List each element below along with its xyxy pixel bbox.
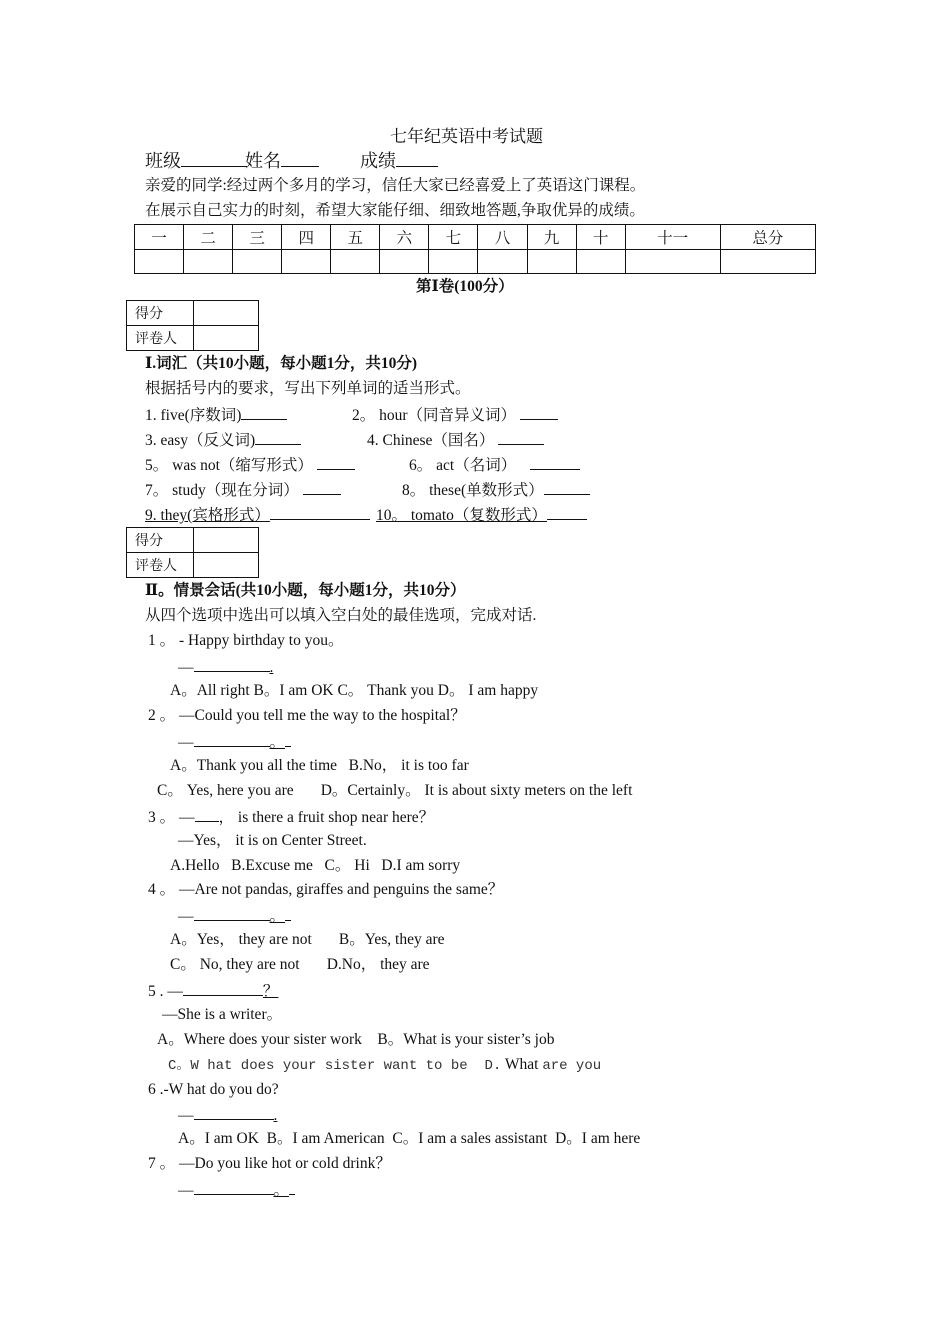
score-cell[interactable] bbox=[625, 250, 720, 274]
volume-title: 第Ⅰ卷(100分） bbox=[416, 278, 514, 295]
section2-heading: Ⅱ。情景会话(共10小题，每小题1分，共10分） bbox=[145, 582, 466, 599]
vocab-blank-4[interactable] bbox=[498, 429, 544, 445]
vocab-item-2 bbox=[352, 404, 558, 426]
vocab-item-8 bbox=[402, 479, 590, 501]
score-cell[interactable] bbox=[478, 250, 527, 274]
q2-text: —Could you tell me the way to the hospital？ bbox=[179, 707, 466, 724]
name-field[interactable] bbox=[245, 151, 319, 171]
q6-dash: — bbox=[178, 1107, 194, 1124]
q4-options-2: C。 No, they are not D.No， they are bbox=[170, 956, 430, 973]
vocab-blank-5[interactable] bbox=[317, 454, 355, 470]
score-table bbox=[134, 224, 816, 274]
vocab-item-7-text: 7。 study（现在分词） bbox=[145, 482, 299, 499]
vocab-blank-8[interactable] bbox=[544, 479, 590, 495]
page-title: 七年纪英语中考试题 bbox=[390, 127, 543, 146]
q2-end: 。 bbox=[269, 734, 286, 751]
vocab-blank-9[interactable] bbox=[270, 504, 370, 520]
vocab-blank-10[interactable] bbox=[547, 504, 587, 520]
score-cell[interactable] bbox=[720, 250, 815, 274]
q7-blank[interactable] bbox=[194, 1179, 274, 1195]
vocab-item-10 bbox=[376, 504, 587, 526]
intro-line-1: 亲爱的同学:经过两个多月的学习，信任大家已经喜爱上了英语这门课程。 bbox=[145, 177, 646, 194]
score-cell[interactable] bbox=[331, 250, 380, 274]
q2-options-2: C。 Yes, here you are D。Certainly。 It is about sixty meters on the left bbox=[157, 782, 633, 799]
vocab-blank-2[interactable] bbox=[520, 404, 558, 420]
section1-instruction: 根据括号内的要求，写出下列单词的适当形式。 bbox=[145, 380, 471, 397]
q2-prompt bbox=[148, 706, 466, 726]
class-blank[interactable] bbox=[181, 151, 247, 167]
q5-prompt bbox=[148, 980, 278, 1002]
vocab-item-3 bbox=[145, 429, 301, 451]
q5-number: 5 . — bbox=[148, 983, 183, 1000]
vocab-blank-1[interactable] bbox=[241, 404, 287, 420]
q1-blank[interactable] bbox=[194, 656, 270, 672]
score-col-6: 六 bbox=[380, 225, 429, 250]
score-col-11: 十一 bbox=[625, 225, 720, 250]
q3-number: 3 。 bbox=[148, 809, 176, 826]
name-label: 姓名 bbox=[245, 151, 281, 171]
q1-dash: — bbox=[178, 659, 194, 676]
score-col-3: 三 bbox=[233, 225, 282, 250]
q3-dash: — bbox=[179, 809, 195, 826]
q2-number: 2 。 bbox=[148, 707, 176, 724]
q2-reply bbox=[178, 731, 291, 753]
q5-blank[interactable] bbox=[183, 980, 263, 996]
class-field[interactable] bbox=[145, 151, 247, 171]
q4-blank-tail bbox=[285, 905, 291, 921]
q6-number: 6 . bbox=[148, 1081, 164, 1098]
q1-reply bbox=[178, 656, 273, 678]
q4-reply bbox=[178, 905, 291, 927]
q7-blank-tail bbox=[289, 1179, 295, 1195]
q6-blank[interactable] bbox=[194, 1104, 274, 1120]
q2-dash: — bbox=[178, 734, 194, 751]
q4-prompt bbox=[148, 880, 503, 900]
score-table-header-row bbox=[135, 225, 816, 250]
score-col-7: 七 bbox=[429, 225, 478, 250]
score-col-total: 总分 bbox=[720, 225, 815, 250]
vocab-item-1-text: 1. five(序数词) bbox=[145, 407, 242, 424]
q3-reply: —Yes， it is on Center Street. bbox=[178, 832, 367, 849]
grader-score-cell[interactable] bbox=[194, 528, 259, 553]
q5-options-1: A。Where does your sister work B。What is your sister’s job bbox=[157, 1031, 555, 1048]
q3-options: A.Hello B.Excuse me C。 Hi D.I am sorry bbox=[170, 857, 461, 874]
q6-end: . bbox=[273, 1107, 278, 1124]
q1-text: - Happy birthday to you。 bbox=[179, 632, 344, 649]
vocab-item-6-text: 6。 act（名词） bbox=[409, 457, 517, 474]
score-blank[interactable] bbox=[396, 151, 438, 167]
q1-end: . bbox=[269, 659, 274, 676]
score-field[interactable] bbox=[360, 151, 438, 171]
score-cell[interactable] bbox=[527, 250, 576, 274]
vocab-item-5-text: 5。 was not（缩写形式） bbox=[145, 457, 313, 474]
name-blank[interactable] bbox=[281, 151, 319, 167]
score-cell[interactable] bbox=[380, 250, 429, 274]
q2-blank-tail bbox=[285, 731, 291, 747]
q5-reply: —She is a writer。 bbox=[162, 1006, 283, 1023]
grader-name-label: 评卷人 bbox=[127, 553, 194, 578]
vocab-blank-6[interactable] bbox=[530, 454, 580, 470]
q2-blank[interactable] bbox=[194, 731, 270, 747]
q7-end: 。 bbox=[273, 1182, 290, 1199]
vocab-item-8-text: 8。 these(单数形式） bbox=[402, 482, 544, 499]
q4-options-1: A。Yes， they are not B。Yes, they are bbox=[170, 931, 445, 948]
vocab-item-6 bbox=[409, 454, 580, 476]
score-cell[interactable] bbox=[282, 250, 331, 274]
q1-prompt bbox=[148, 631, 343, 651]
q6-options: A。I am OK B。I am American C。I am a sales assistant D。I am here bbox=[178, 1130, 641, 1147]
q3-text: ， is there a fruit shop near here？ bbox=[218, 809, 435, 826]
vocab-item-4 bbox=[367, 429, 544, 451]
vocab-item-10-text: 10。 tomato（复数形式） bbox=[376, 507, 547, 524]
grader-score-label: 得分 bbox=[127, 301, 194, 326]
q7-reply bbox=[178, 1179, 295, 1201]
q3-blank[interactable] bbox=[195, 806, 219, 822]
score-col-2: 二 bbox=[184, 225, 233, 250]
q7-prompt bbox=[148, 1154, 391, 1174]
score-col-5: 五 bbox=[331, 225, 380, 250]
vocab-item-4-text: 4. Chinese（国名） bbox=[367, 432, 495, 449]
q7-dash: — bbox=[178, 1182, 194, 1199]
score-cell[interactable] bbox=[576, 250, 625, 274]
q4-blank[interactable] bbox=[194, 905, 270, 921]
section2-instruction: 从四个选项中选出可以填入空白处的最佳选项，完成对话. bbox=[145, 607, 537, 624]
grader-name-label: 评卷人 bbox=[127, 326, 194, 351]
q6-reply bbox=[178, 1104, 277, 1126]
grader-score-cell[interactable] bbox=[194, 301, 259, 326]
q2-options-1: A。Thank you all the time B.No， it is too far bbox=[170, 757, 469, 774]
vocab-item-9 bbox=[145, 504, 370, 526]
score-label: 成绩 bbox=[360, 151, 396, 171]
grader-name-cell[interactable] bbox=[194, 553, 259, 578]
grader-box-1 bbox=[126, 300, 259, 351]
q1-options: A。All right B。I am OK C。 Thank you D。 I am happy bbox=[170, 682, 539, 699]
q4-dash: — bbox=[178, 908, 194, 925]
score-col-1: 一 bbox=[135, 225, 184, 250]
vocab-item-2-text: 2。 hour（同音异义词） bbox=[352, 407, 517, 424]
q7-number: 7 。 bbox=[148, 1155, 176, 1172]
q4-end: 。 bbox=[269, 908, 286, 925]
score-table-value-row bbox=[135, 250, 816, 274]
vocab-item-9-text: 9. they(宾格形式） bbox=[145, 507, 270, 524]
score-cell[interactable] bbox=[135, 250, 184, 274]
vocab-item-3-text: 3. easy（反义词) bbox=[145, 432, 256, 449]
score-cell[interactable] bbox=[184, 250, 233, 274]
score-cell[interactable] bbox=[429, 250, 478, 274]
q1-number: 1 。 bbox=[148, 632, 176, 649]
vocab-item-1 bbox=[145, 404, 287, 426]
score-col-10: 十 bbox=[576, 225, 625, 250]
q6-text: -W hat do you do? bbox=[163, 1081, 279, 1098]
vocab-item-5 bbox=[145, 454, 355, 476]
q3-prompt bbox=[148, 806, 434, 828]
vocab-blank-7[interactable] bbox=[303, 479, 341, 495]
section1-heading: Ⅰ.词汇（共10小题，每小题1分，共10分) bbox=[145, 355, 418, 372]
q7-text: —Do you like hot or cold drink？ bbox=[179, 1155, 391, 1172]
grader-score-label: 得分 bbox=[127, 528, 194, 553]
vocab-item-7 bbox=[145, 479, 341, 501]
q6-prompt bbox=[148, 1080, 279, 1100]
q5-end: ？ bbox=[262, 983, 279, 1000]
class-label: 班级 bbox=[145, 151, 181, 171]
grader-box-2 bbox=[126, 527, 259, 578]
q5-options-2-tail: are you bbox=[542, 1058, 602, 1074]
q5-options-2-what: What bbox=[504, 1056, 539, 1073]
score-cell[interactable] bbox=[233, 250, 282, 274]
intro-line-2: 在展示自己实力的时刻，希望大家能仔细、细致地答题,争取优异的成绩。 bbox=[145, 202, 645, 219]
score-col-9: 九 bbox=[527, 225, 576, 250]
vocab-blank-3[interactable] bbox=[255, 429, 301, 445]
q5-options-2 bbox=[168, 1055, 601, 1076]
grader-name-cell[interactable] bbox=[194, 326, 259, 351]
q4-number: 4 。 bbox=[148, 881, 176, 898]
q5-options-2-mono: C。W hat does your sister want to be D. bbox=[168, 1058, 502, 1074]
q4-text: —Are not pandas, giraffes and penguins the same？ bbox=[179, 881, 504, 898]
score-col-4: 四 bbox=[282, 225, 331, 250]
score-col-8: 八 bbox=[478, 225, 527, 250]
